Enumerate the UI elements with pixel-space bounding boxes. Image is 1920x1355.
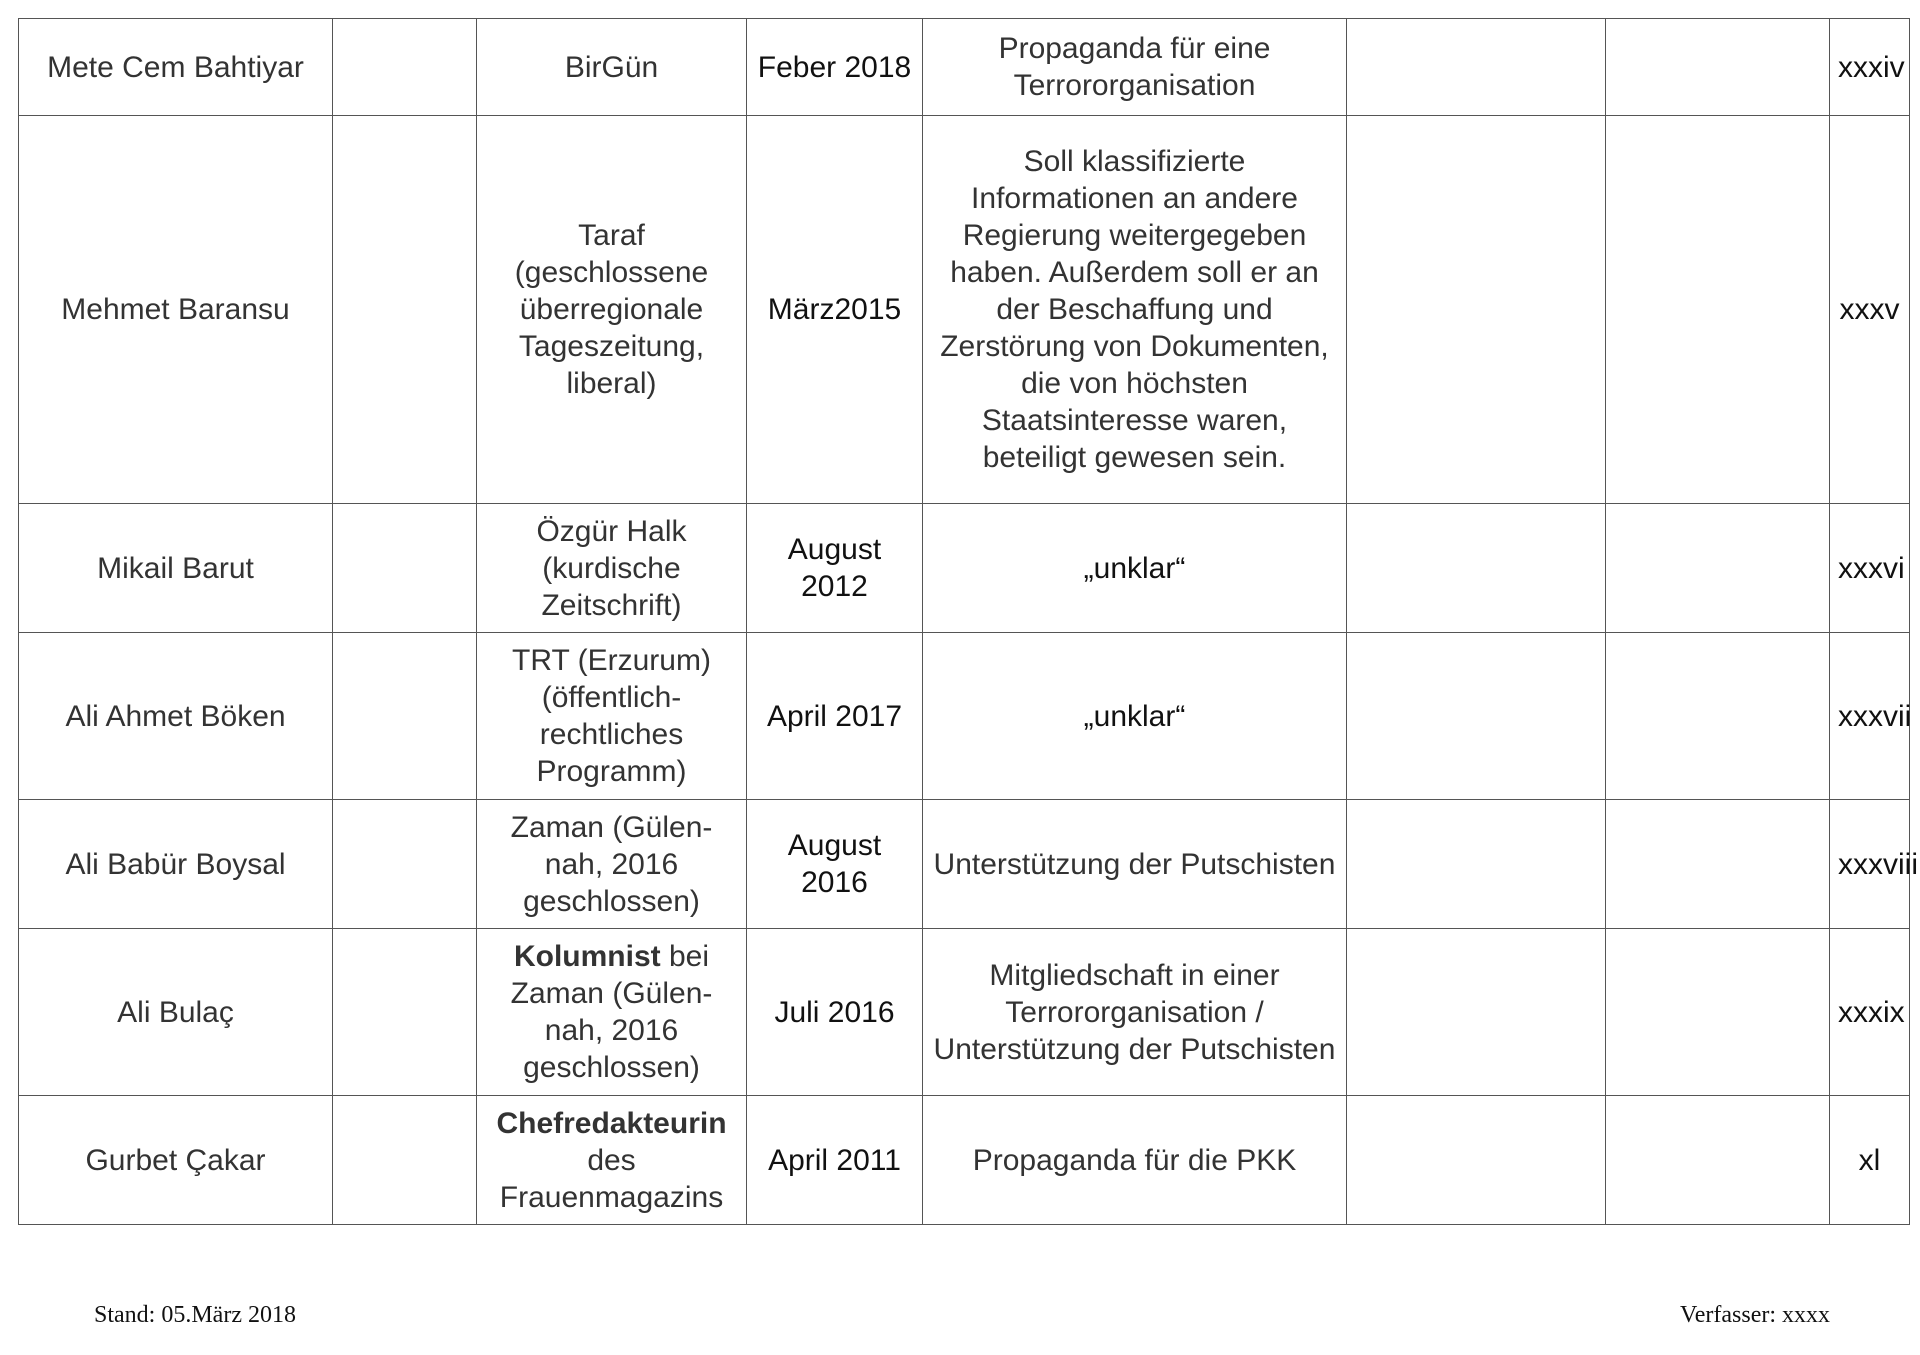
empty-cell (333, 504, 477, 633)
outlet-text: Özgür Halk (kurdische Zeitschrift) (536, 514, 687, 622)
empty-cell (1606, 929, 1830, 1096)
outlet-cell (477, 1096, 747, 1225)
outlet-text: BirGün (564, 50, 659, 84)
date-cell: August 2012 (747, 504, 923, 633)
charge-cell: Unterstützung der Putschisten (923, 800, 1347, 929)
name-cell: Mete Cem Bahtiyar (19, 19, 333, 116)
empty-cell (1606, 116, 1830, 504)
date-cell: August 2016 (747, 800, 923, 929)
footer-author: Verfasser: xxxx (1680, 1302, 1830, 1328)
outlet-cell (477, 929, 747, 1096)
journalist-table (18, 18, 1918, 1225)
date-cell: Juli 2016 (747, 929, 923, 1096)
charge-cell: Propaganda für die PKK (923, 1096, 1347, 1225)
empty-cell (333, 1096, 477, 1225)
date-cell: April 2011 (747, 1096, 923, 1225)
date-cell: April 2017 (747, 633, 923, 800)
table-row (19, 929, 1910, 1096)
empty-cell (1347, 633, 1606, 800)
table-row (19, 116, 1910, 504)
empty-cell (333, 116, 477, 504)
empty-cell (333, 800, 477, 929)
empty-cell (1606, 1096, 1830, 1225)
footer-date: Stand: 05.März 2018 (94, 1302, 296, 1328)
empty-cell (1606, 504, 1830, 633)
outlet-cell (477, 19, 747, 116)
empty-cell (1347, 504, 1606, 633)
name-cell: Ali Babür Boysal (19, 800, 333, 929)
table-row (19, 800, 1910, 929)
table-row (19, 1096, 1910, 1225)
empty-cell (1606, 633, 1830, 800)
date-cell: Feber 2018 (747, 19, 923, 116)
outlet-cell (477, 633, 747, 800)
empty-cell (1606, 19, 1830, 116)
footnote-cell: xxxiv (1830, 19, 1910, 116)
footnote-cell: xxxviii (1830, 800, 1910, 929)
empty-cell (333, 19, 477, 116)
outlet-cell (477, 504, 747, 633)
empty-cell (1347, 929, 1606, 1096)
footnote-cell: xl (1830, 1096, 1910, 1225)
footnote-cell: xxxvi (1830, 504, 1910, 633)
footnote-cell: xxxv (1830, 116, 1910, 504)
empty-cell (1347, 116, 1606, 504)
empty-cell (333, 633, 477, 800)
date-cell: März2015 (747, 116, 923, 504)
footnote-cell: xxxix (1830, 929, 1910, 1096)
name-cell: Gurbet Çakar (19, 1096, 333, 1225)
charge-cell: „unklar“ (923, 504, 1347, 633)
name-cell: Mikail Barut (19, 504, 333, 633)
outlet-text: Taraf (geschlossene überregionale Tageszeitung, liberal) (514, 219, 709, 400)
name-cell: Ali Bulaç (19, 929, 333, 1096)
outlet-text: TRT (Erzurum) (öffentlich-rechtliches Programm) (512, 644, 711, 788)
name-cell: Mehmet Baransu (19, 116, 333, 504)
outlet-cell (477, 800, 747, 929)
charge-cell: „unklar“ (923, 633, 1347, 800)
table-row (19, 504, 1910, 633)
empty-cell (1347, 19, 1606, 116)
name-cell: Ali Ahmet Böken (19, 633, 333, 800)
empty-cell (333, 929, 477, 1096)
outlet-text: bei Zaman (Gülen-nah, 2016 geschlossen) (510, 940, 713, 1084)
charge-cell: Soll klassifizierte Informationen an andere Regierung weitergegeben haben. Außerdem soll er an der Beschaffung und Zerstörung von Dokumenten, die von höchsten Staatsinteresse waren, beteiligt gewesen sein. (923, 116, 1347, 504)
outlet-text: Zaman (Gülen-nah, 2016 geschlossen) (510, 810, 713, 918)
outlet-bold: Chefredakteurin (496, 1106, 727, 1140)
charge-cell: Propaganda für eine Terrororganisation (923, 19, 1347, 116)
table-row (19, 633, 1910, 800)
empty-cell (1606, 800, 1830, 929)
empty-cell (1347, 800, 1606, 929)
empty-cell (1347, 1096, 1606, 1225)
charge-cell: Mitgliedschaft in einer Terrororganisation / Unterstützung der Putschisten (923, 929, 1347, 1096)
footnote-cell: xxxvii (1830, 633, 1910, 800)
outlet-bold: Kolumnist (513, 940, 661, 973)
outlet-text: des Frauenmagazins (499, 1143, 724, 1214)
outlet-cell (477, 116, 747, 504)
table-row (19, 19, 1910, 116)
